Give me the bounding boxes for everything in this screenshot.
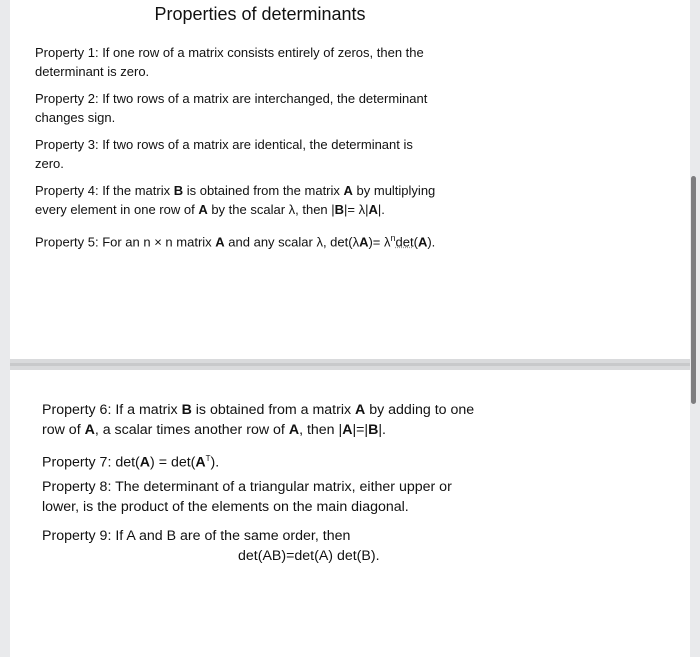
property-6-line-1: Property 6: If a matrix B is obtained from a matrix A by adding to one [42, 402, 475, 418]
page-divider [10, 359, 690, 370]
property-2 [35, 90, 490, 127]
scrollbar-thumb[interactable] [691, 176, 696, 404]
property-3-line-2: zero. [35, 155, 64, 171]
property-9-line-1: Property 9: If A and B are of the same order, then [42, 528, 351, 544]
property-1-line-2: determinant is zero. [35, 63, 150, 79]
property-8-line-1: Property 8: The determinant of a triangular matrix, either upper or [42, 479, 452, 495]
property-1 [35, 44, 490, 81]
property-2-line-2: changes sign. [35, 109, 116, 125]
property-6 [42, 400, 512, 440]
property-8 [42, 477, 512, 517]
property-1-line-1: Property 1: If one row of a matrix consists entirely of zeros, then the [35, 45, 424, 60]
property-3-line-1: Property 3: If two rows of a matrix are identical, the determinant is [35, 137, 413, 152]
property-3 [35, 136, 490, 173]
page-title: Properties of determinants [154, 4, 366, 24]
property-4-line-2: every element in one row of A by the scalar λ, then |B|= λ|A|. [35, 201, 385, 217]
property-7-line: Property 7: $\det(A) = \det(A^T)$. [42, 454, 220, 471]
property-9 [42, 526, 512, 566]
property-5 [35, 229, 490, 252]
property-5-line: Property 5: For an n × n matrix A and any scalar λ, $\det(\lambda A)= \lambda^n\det(A)$. [35, 233, 436, 250]
document-page-1 [10, 0, 690, 359]
document-page-2 [10, 370, 690, 657]
property-9-formula: det(AB)=det(A) det(B). [238, 548, 380, 564]
property-4-line-1: Property 4: If the matrix B is obtained from the matrix A by multiplying [35, 183, 436, 198]
property-2-line-1: Property 2: If two rows of a matrix are interchanged, the determinant [35, 91, 428, 106]
property-8-line-2: lower, is the product of the elements on the main diagonal. [42, 499, 409, 515]
property-7 [42, 449, 512, 473]
property-6-line-2: row of A, a scalar times another row of A, then |A|=|B|. [42, 422, 386, 438]
property-4 [35, 182, 490, 219]
